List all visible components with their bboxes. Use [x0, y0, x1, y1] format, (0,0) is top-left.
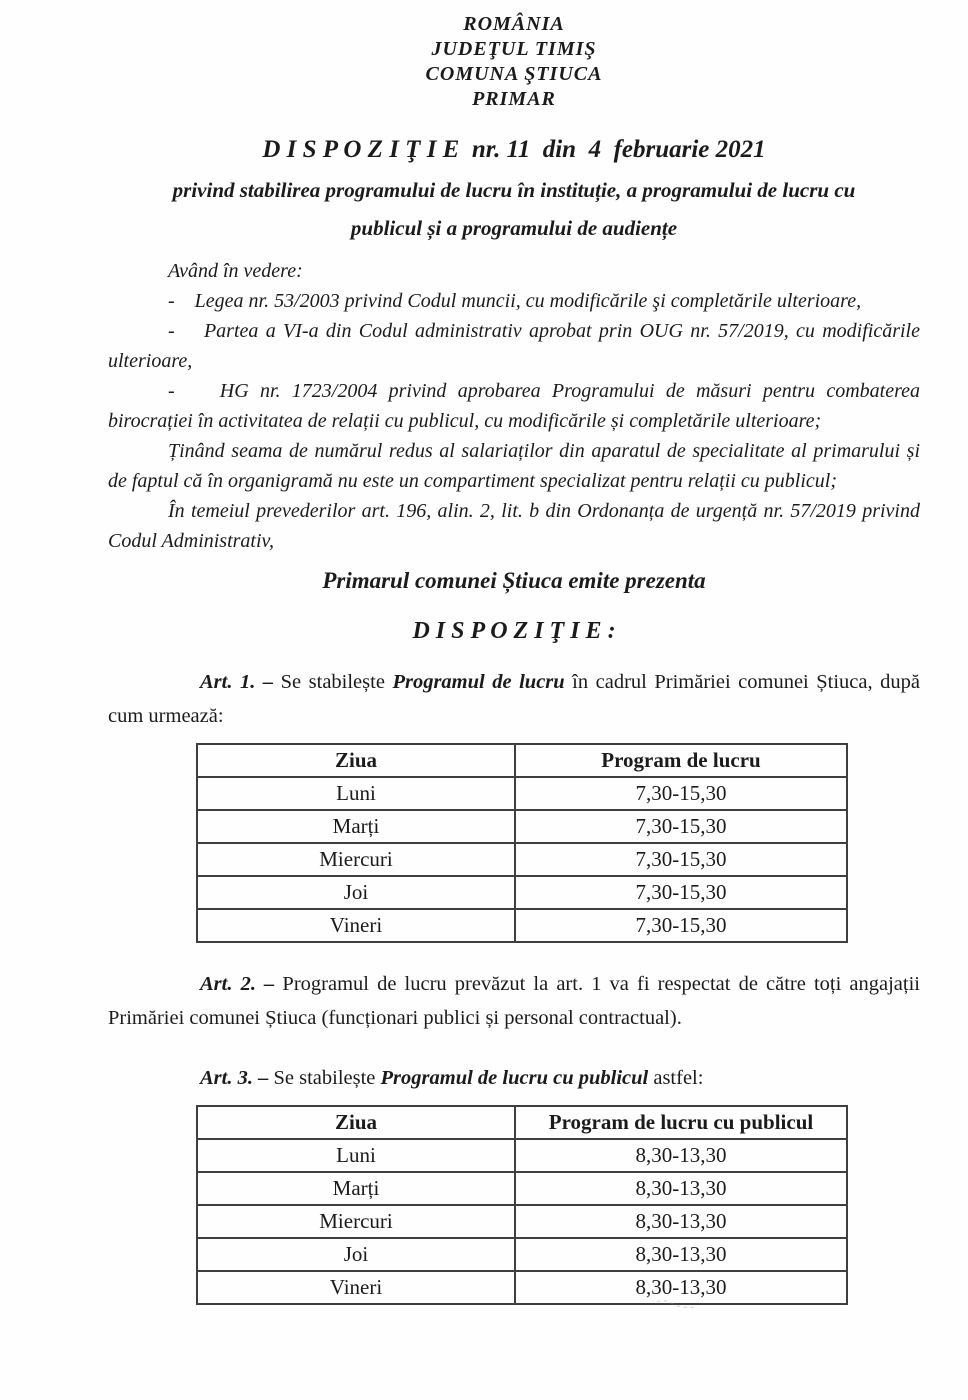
day-cell: Joi	[197, 1238, 515, 1271]
hours-cell: 7,30-15,30	[515, 777, 847, 810]
preamble-item-cod-administrativ: - Partea a VI-a din Codul administrativ aprobat prin OUG nr. 57/2019, cu modificările ulterioare,	[108, 320, 920, 372]
day-cell: Joi	[197, 876, 515, 909]
subtitle-line-2: publicul și a programului de audiențe	[350, 216, 678, 240]
column-header-schedule: Program de lucru	[515, 744, 847, 777]
preamble-legal-basis: În temeiul prevederilor art. 196, alin. 2, lit. b din Ordonanța de urgență nr. 57/2019 privind Codul Administrativ,	[108, 500, 920, 552]
hours-cell: 8,30-13,30	[515, 1271, 847, 1304]
hours-cell: 7,30-15,30	[515, 843, 847, 876]
day-cell: Miercuri	[197, 843, 515, 876]
article-2	[108, 967, 920, 1035]
table-row	[197, 777, 847, 810]
article-1-emphasis: Programul de lucru	[392, 671, 565, 693]
letterhead-country: ROMÂNIA	[463, 13, 565, 35]
table-row	[197, 876, 847, 909]
hours-cell: 7,30-15,30	[515, 909, 847, 942]
column-header-day: Ziua	[197, 1106, 515, 1139]
table-row	[197, 1271, 847, 1304]
disposition-heading: D I S P O Z I Ţ I E :	[412, 618, 616, 644]
day-cell: Marți	[197, 810, 515, 843]
day-cell: Vineri	[197, 909, 515, 942]
column-header-day: Ziua	[197, 744, 515, 777]
subtitle-line-1: privind stabilirea programului de lucru în instituție, a programului de lucru cu	[172, 178, 856, 202]
table-row	[197, 1139, 847, 1172]
article-1-label: Art. 1. –	[200, 671, 274, 693]
preamble-section	[108, 256, 920, 556]
issuing-line: Primarul comunei Știuca emite prezenta	[322, 568, 706, 593]
day-cell: Luni	[197, 1139, 515, 1172]
article-3-label: Art. 3. –	[200, 1067, 269, 1089]
article-3-text-pre: Se stabilește	[268, 1067, 381, 1089]
table-row	[197, 810, 847, 843]
day-cell: Luni	[197, 777, 515, 810]
article-1	[108, 665, 920, 733]
work-schedule-table	[196, 743, 848, 943]
table-header-row	[197, 744, 847, 777]
table-row	[197, 1205, 847, 1238]
table-row	[197, 843, 847, 876]
letterhead-office: PRIMAR	[472, 88, 556, 110]
letterhead-commune: COMUNA ŞTIUCA	[425, 63, 603, 85]
article-1-text-post: în cadrul Primăriei comunei Știuca, după cum urmează:	[108, 671, 920, 727]
table-row	[197, 1172, 847, 1205]
day-cell: Vineri	[197, 1271, 515, 1304]
letterhead-county: JUDEŢUL TIMIŞ	[431, 38, 597, 60]
hours-cell: 8,30-13,30	[515, 1205, 847, 1238]
table-row	[197, 1238, 847, 1271]
article-2-text: Programul de lucru prevăzut la art. 1 va fi respectat de către toți angajații Primăriei comunei Știuca (funcționari publici și personal contractual).	[108, 973, 920, 1029]
hours-cell: 8,30-13,30	[515, 1238, 847, 1271]
public-schedule-table	[196, 1105, 848, 1305]
article-3-text-post: astfel:	[648, 1067, 704, 1089]
table-header-row	[197, 1106, 847, 1139]
article-3	[108, 1061, 920, 1095]
article-2-label: Art. 2. –	[200, 973, 275, 995]
preamble-item-hg: - HG nr. 1723/2004 privind aprobarea Programului de măsuri pentru combaterea birocrației în activitatea de relații cu publicul, cu modificările și completările ulterioare;	[108, 380, 920, 432]
document-subtitle	[108, 178, 920, 241]
preamble-considering: Ținând seama de numărul redus al salariaților din aparatul de specialitate al primarului și de faptul că în organigramă nu este un compartiment specializat pentru relații cu publicul;	[108, 440, 920, 492]
preamble-item-legea: - Legea nr. 53/2003 privind Codul muncii, cu modificările şi completările ulterioare,	[168, 290, 862, 312]
preamble-intro: Având în vedere:	[168, 260, 303, 282]
hours-cell: 8,30-13,30	[515, 1139, 847, 1172]
document-title: D I S P O Z I Ţ I E nr. 11 din 4 februarie 2021	[262, 136, 766, 163]
article-3-emphasis: Programul de lucru cu publicul	[380, 1067, 649, 1089]
letterhead	[108, 12, 920, 112]
scan-artifact	[655, 1298, 699, 1312]
column-header-public-schedule: Program de lucru cu publicul	[515, 1106, 847, 1139]
table-row	[197, 909, 847, 942]
day-cell: Miercuri	[197, 1205, 515, 1238]
hours-cell: 7,30-15,30	[515, 876, 847, 909]
article-1-text-pre: Se stabilește	[273, 671, 393, 693]
hours-cell: 7,30-15,30	[515, 810, 847, 843]
hours-cell: 8,30-13,30	[515, 1172, 847, 1205]
day-cell: Marți	[197, 1172, 515, 1205]
